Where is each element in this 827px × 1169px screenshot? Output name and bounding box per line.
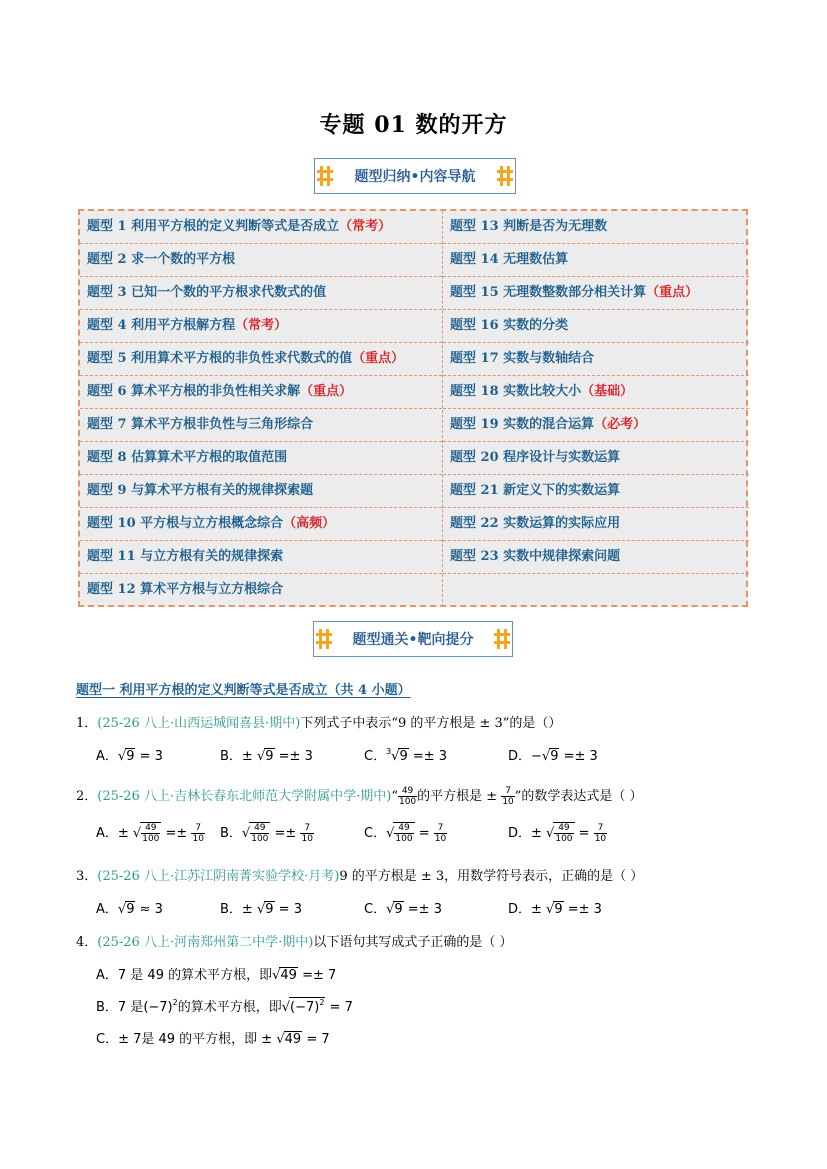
nav-tag: （重点）	[352, 351, 405, 366]
topic-navigation-table	[78, 209, 748, 607]
question-4-option-a[interactable]: A．7 是 49 的算术平方根，即√49 =± 7	[96, 968, 337, 983]
question-source: (25-26 八上·吉林长春东北师范大学附属中学·期中)	[97, 789, 392, 804]
nav-right-column	[442, 211, 749, 607]
nav-item-16[interactable]: 题型 16 实数的分类	[443, 310, 749, 343]
nav-item-10[interactable]: 题型 10 平方根与立方根概念综合（高频）	[80, 508, 442, 541]
nav-banner-label: 题型归纳•内容导航	[354, 169, 476, 185]
question-4: 4．(25-26 八上·河南郑州第二中学·期中)以下语句其写成式子正确的是（ ）	[76, 935, 513, 950]
banner-right-decoration-icon	[497, 166, 513, 186]
nav-item-7[interactable]: 题型 7 算术平方根非负性与三角形综合	[80, 409, 442, 442]
question-2: 2．(25-26 八上·吉林长春东北师范大学附属中学·期中)“ $\frac{49}{100}$ 的平方根是 ± $\frac{7}{10}$ ”的数学表达式是（ ）	[76, 786, 643, 807]
nav-tag: （常考）	[339, 219, 392, 234]
nav-left-column	[80, 211, 442, 607]
nav-item-2[interactable]: 题型 2 求一个数的平方根	[80, 244, 442, 277]
option-c[interactable]: C．√9 =± 3	[364, 902, 442, 917]
nav-item-21[interactable]: 题型 21 新定义下的实数运算	[443, 475, 749, 508]
nav-item-18[interactable]: 题型 18 实数比较大小（基础）	[443, 376, 749, 409]
option-b[interactable]: B．√ $\frac{49}{100}$ =± $\frac{7}{10}$	[220, 823, 313, 844]
nav-item-1[interactable]: 题型 1 利用平方根的定义判断等式是否成立（常考）	[80, 211, 442, 244]
option-a[interactable]: A．± √ $\frac{49}{100}$ =± $\frac{7}{10}$	[96, 823, 204, 844]
page-title: 专题 01 数的开方	[319, 112, 508, 138]
option-a[interactable]: A．√9 ≈ 3	[96, 902, 163, 917]
nav-item-13[interactable]: 题型 13 判断是否为无理数	[443, 211, 749, 244]
option-a[interactable]: A．√9 = 3	[96, 749, 163, 764]
option-d[interactable]: D．−√9 =± 3	[508, 749, 598, 764]
nav-item-5[interactable]: 题型 5 利用算术平方根的非负性求代数式的值（重点）	[80, 343, 442, 376]
nav-item-19[interactable]: 题型 19 实数的混合运算（必考）	[443, 409, 749, 442]
option-b[interactable]: B．± √9 = 3	[220, 902, 302, 917]
nav-tag: （高频）	[283, 516, 336, 531]
nav-tag: （基础）	[581, 384, 634, 399]
question-4-option-b[interactable]: B．7 是$(-7)^2$的算术平方根，即$√(-7)^2 = 7$	[96, 998, 353, 1015]
option-d[interactable]: D．± √9 =± 3	[508, 902, 602, 917]
option-c[interactable]: C．√ $\frac{49}{100}$ = $\frac{7}{10}$	[364, 823, 447, 844]
nav-item-3[interactable]: 题型 3 已知一个数的平方根求代数式的值	[80, 277, 442, 310]
nav-item-8[interactable]: 题型 8 估算算术平方根的取值范围	[80, 442, 442, 475]
nav-tag: （重点）	[646, 285, 699, 300]
question-3: 3．(25-26 八上·江苏江阴南菁实验学校·月考)9 的平方根是 ± 3，用数学符号表示，正确的是（ ）	[76, 869, 644, 884]
practice-banner	[313, 621, 513, 657]
banner-right-decoration-icon	[494, 629, 510, 649]
banner-left-decoration-icon	[316, 629, 332, 649]
question-source: (25-26 八上·河南郑州第二中学·期中)	[97, 935, 314, 950]
nav-item-15[interactable]: 题型 15 无理数整数部分相关计算（重点）	[443, 277, 749, 310]
nav-item-20[interactable]: 题型 20 程序设计与实数运算	[443, 442, 749, 475]
option-d[interactable]: D．± √ $\frac{49}{100}$ = $\frac{7}{10}$	[508, 823, 607, 844]
nav-item-14[interactable]: 题型 14 无理数估算	[443, 244, 749, 277]
question-4-option-c[interactable]: C．± 7是 49 的平方根，即 ± √49 = 7	[96, 1032, 330, 1047]
nav-item-22[interactable]: 题型 22 实数运算的实际应用	[443, 508, 749, 541]
question-1: 1．(25-26 八上·山西运城闻喜县·期中)下列式子中表示“9 的平方根是 ± 3”的是（）	[76, 716, 562, 731]
nav-tag: （必考）	[594, 417, 647, 432]
nav-item-12[interactable]: 题型 12 算术平方根与立方根综合	[87, 582, 284, 597]
nav-item-9[interactable]: 题型 9 与算术平方根有关的规律探索题	[80, 475, 442, 508]
section-title: 题型一 利用平方根的定义判断等式是否成立（共 4 小题）	[76, 683, 411, 698]
nav-item-6[interactable]: 题型 6 算术平方根的非负性相关求解（重点）	[80, 376, 442, 409]
nav-item-23[interactable]: 题型 23 实数中规律探索问题	[443, 541, 749, 574]
option-c[interactable]: C．$^3$√9 =± 3	[364, 747, 448, 764]
practice-banner-label: 题型通关•靶向提分	[352, 632, 474, 648]
banner-left-decoration-icon	[317, 166, 333, 186]
nav-tag: （重点）	[300, 384, 353, 399]
nav-tag: （常考）	[235, 318, 288, 333]
nav-item-4[interactable]: 题型 4 利用平方根解方程（常考）	[80, 310, 442, 343]
option-b[interactable]: B．± √9 =± 3	[220, 749, 313, 764]
question-source: (25-26 八上·山西运城闻喜县·期中)	[97, 716, 301, 731]
question-source: (25-26 八上·江苏江阴南菁实验学校·月考)	[97, 869, 340, 884]
nav-banner	[314, 158, 516, 194]
nav-item-empty	[443, 574, 749, 607]
nav-item-17[interactable]: 题型 17 实数与数轴结合	[443, 343, 749, 376]
nav-item-11[interactable]: 题型 11 与立方根有关的规律探索	[80, 541, 442, 574]
